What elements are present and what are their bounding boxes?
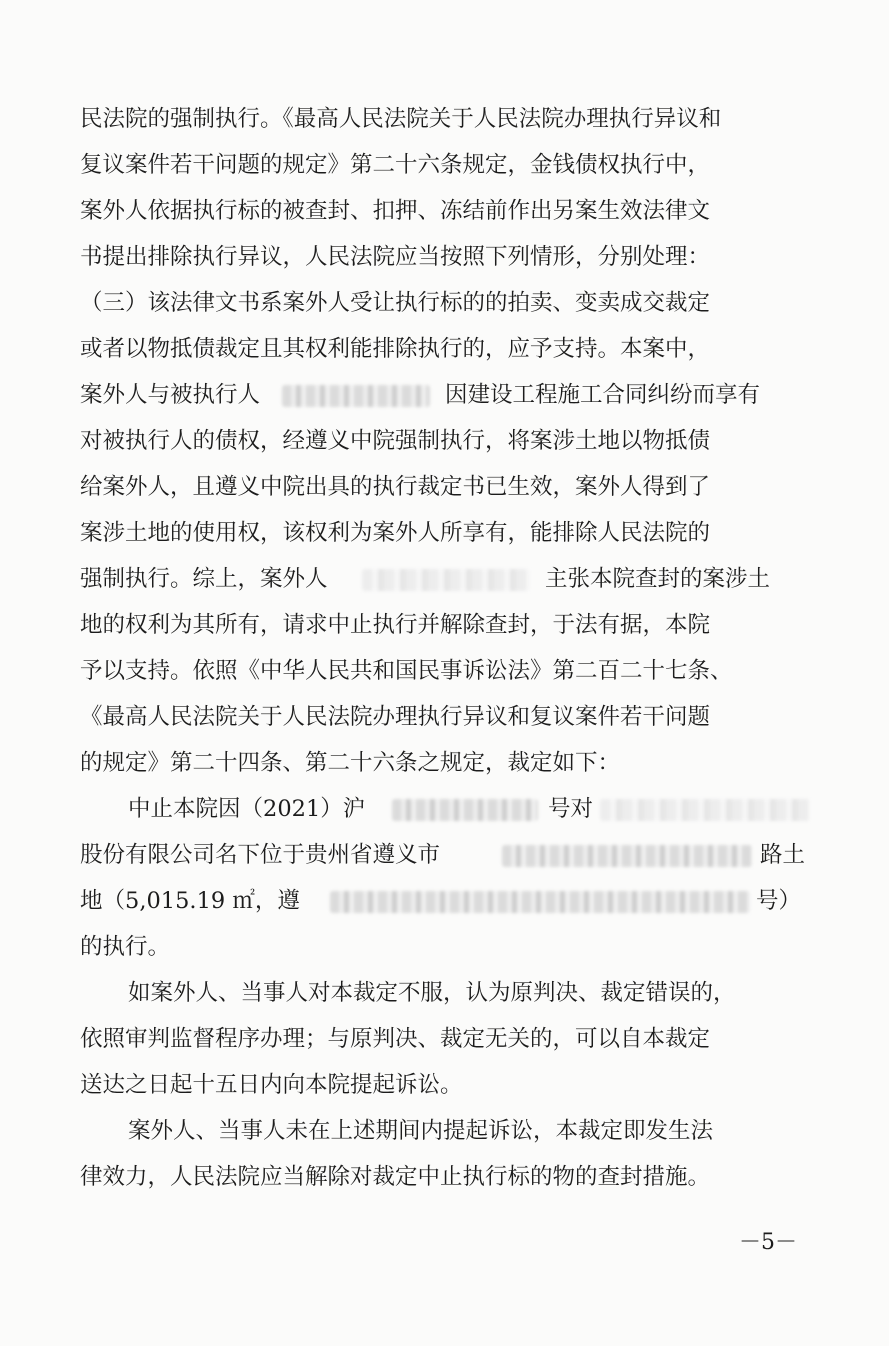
text-line: 或者以物抵债裁定且其权利能排除执行的，应予支持。本案中， [80, 336, 711, 362]
text-line: 地（5,015.19 ㎡，遵 号） [80, 888, 802, 914]
text-line: 依照审判监督程序办理；与原判决、裁定无关的，可以自本裁定 [80, 1026, 711, 1052]
text-line: 书提出排除执行异议，人民法院应当按照下列情形，分别处理： [80, 244, 711, 270]
text-line: 股份有限公司名下位于贵州省遵义市 路土 [80, 842, 806, 868]
redaction-blur [330, 891, 750, 913]
text-line: 案涉土地的使用权，该权利为案外人所享有，能排除人民法院的 [80, 520, 711, 546]
text-line: 的规定》第二十四条、第二十六条之规定，裁定如下： [80, 750, 621, 776]
text-line: 《最高人民法院关于人民法院办理执行异议和复议案件若干问题 [80, 704, 711, 730]
text-line: 律效力，人民法院应当解除对裁定中止执行标的物的查封措施。 [80, 1164, 711, 1190]
text-line: （三）该法律文书系案外人受让执行标的的拍卖、变卖成交裁定 [80, 290, 711, 316]
redaction-blur [392, 799, 538, 821]
redaction-blur [502, 845, 752, 867]
text-line: 的执行。 [80, 934, 171, 960]
text-line: 案外人与被执行人 因建设工程施工合同纠纷而享有 [80, 382, 761, 408]
text-line: 复议案件若干问题的规定》第二十六条规定，金钱债权执行中， [80, 152, 711, 178]
text-line: 地的权利为其所有，请求中止执行并解除查封，于法有据，本院 [80, 612, 711, 638]
text-line: 给案外人，且遵义中院出具的执行裁定书已生效，案外人得到了 [80, 474, 711, 500]
text-line: 予以支持。依照《中华人民共和国民事诉讼法》第二百二十七条、 [80, 658, 733, 684]
text-line: 对被执行人的债权，经遵义中院强制执行，将案涉土地以物抵债 [80, 428, 711, 454]
text-line: 如案外人、当事人对本裁定不服，认为原判决、裁定错误的， [128, 980, 736, 1006]
text-line: 送达之日起十五日内向本院提起诉讼。 [80, 1072, 463, 1098]
text-line: 案外人依据执行标的被查封、扣押、冻结前作出另案生效法律文 [80, 198, 711, 224]
redaction-blur [282, 385, 430, 407]
redaction-blur [600, 799, 810, 821]
text-line: 民法院的强制执行。《最高人民法院关于人民法院办理执行异议和 [80, 106, 722, 132]
text-line: 强制执行。综上，案外人 主张本院查封的案涉土 [80, 566, 771, 592]
text-line: 中止本院因（2021）沪 号对 [0, 794, 889, 824]
text-line: 案外人、当事人未在上述期间内提起诉讼，本裁定即发生法 [128, 1118, 714, 1144]
redaction-blur [362, 569, 530, 591]
page-number: －5－ [739, 1230, 797, 1255]
